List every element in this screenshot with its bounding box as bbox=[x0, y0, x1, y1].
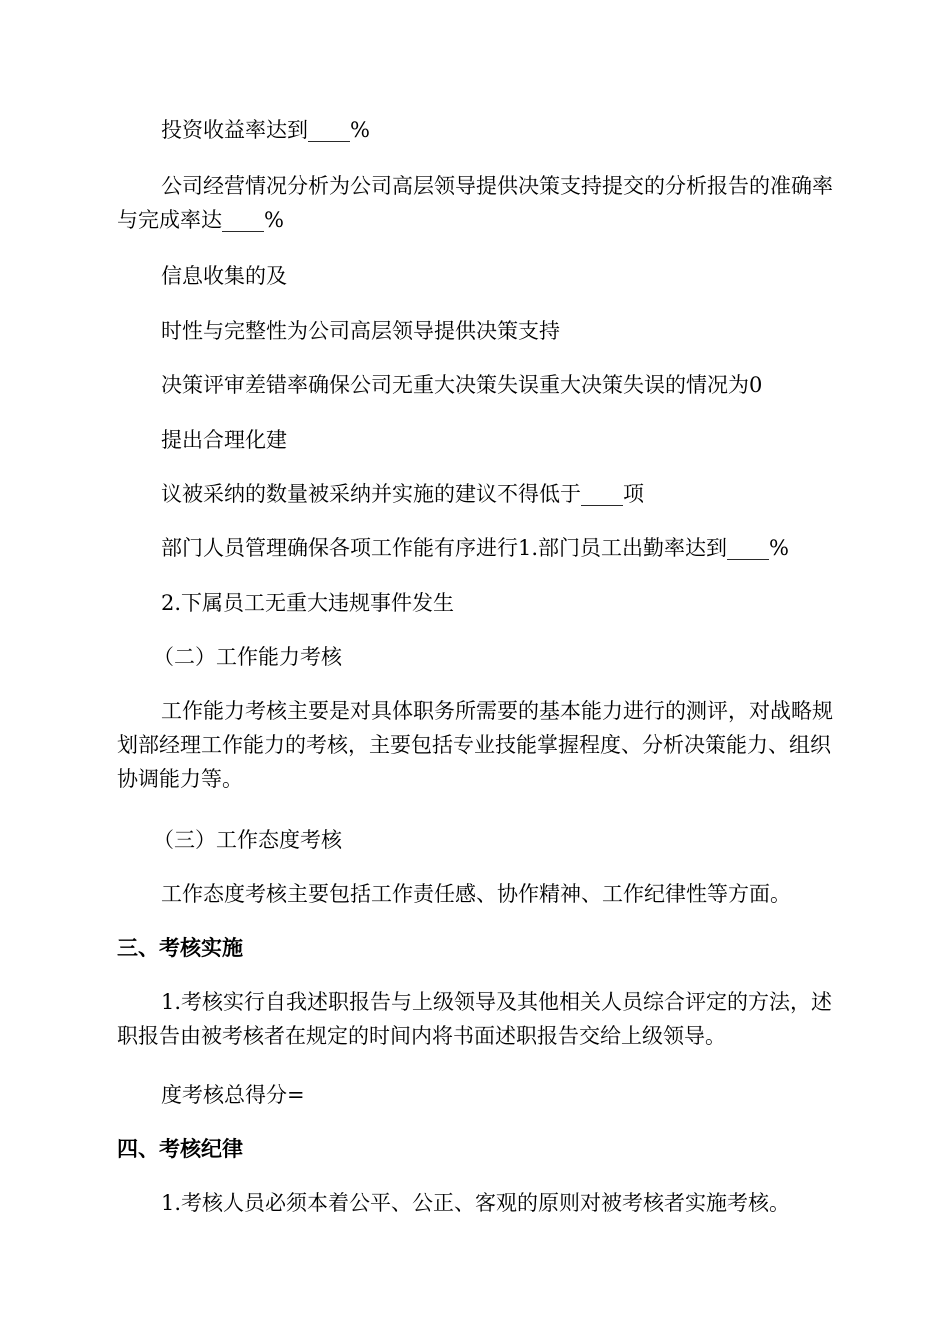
paragraph-work-ability: 工作能力考核主要是对具体职务所需要的基本能力进行的测评，对战略规划部经理工作能力的考核，主要包括专业技能掌握程度、分析决策能力、组织协调能力等。 bbox=[117, 699, 833, 791]
paragraph-fairness: 1.考核人员必须本着公平、公正、客观的原则对被考核者实施考核。 bbox=[161, 1191, 791, 1215]
heading-assessment-implementation: 三、考核实施 bbox=[117, 936, 243, 960]
document-page bbox=[117, 0, 833, 1344]
paragraph-decision-review: 决策评审差错率确保公司无重大决策失误重大决策失误的情况为0 bbox=[161, 373, 763, 397]
section-work-attitude: （三）工作态度考核 bbox=[153, 828, 342, 852]
paragraph-no-violations: 2.下属员工无重大违规事件发生 bbox=[161, 591, 455, 615]
paragraph-total-score: 度考核总得分= bbox=[161, 1083, 305, 1107]
paragraph-timeliness: 时性与完整性为公司高层领导提供决策支持 bbox=[161, 319, 560, 343]
paragraph-self-report: 1.考核实行自我述职报告与上级领导及其他相关人员综合评定的方法，述职报告由被考核者在规定的时间内将书面述职报告交给上级领导。 bbox=[117, 990, 833, 1048]
paragraph-suggestions: 提出合理化建 bbox=[161, 428, 287, 452]
heading-assessment-discipline: 四、考核纪律 bbox=[117, 1137, 243, 1161]
paragraph-work-attitude: 工作态度考核主要包括工作责任感、协作精神、工作纪律性等方面。 bbox=[161, 882, 791, 906]
paragraph-staff-management: 部门人员管理确保各项工作能有序进行1.部门员工出勤率达到____% bbox=[161, 536, 789, 560]
paragraph-adopted-suggestions: 议被采纳的数量被采纳并实施的建议不得低于____项 bbox=[161, 482, 644, 506]
paragraph-roi-target: 投资收益率达到____% bbox=[161, 118, 370, 142]
paragraph-analysis-report: 公司经营情况分析为公司高层领导提供决策支持提交的分析报告的准确率与完成率达____% bbox=[117, 174, 833, 232]
paragraph-info-collection: 信息收集的及 bbox=[161, 264, 287, 288]
section-work-ability: （二）工作能力考核 bbox=[153, 645, 342, 669]
